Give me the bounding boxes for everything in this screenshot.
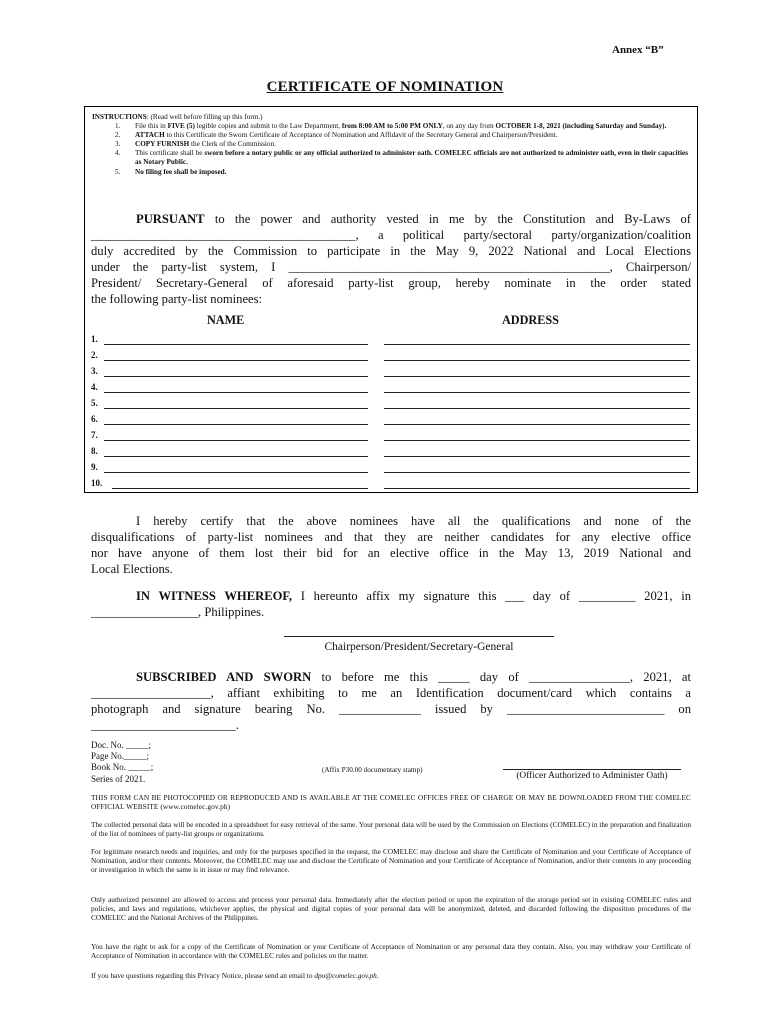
privacy-paragraph: For legitimate research needs and inquiries, and only for the purposes specified in the request, the COMELEC may disclose and share the Certificate of Nomination and your Certificate of Acceptance of Nomination, and/or their contents. Moreover, the COMELEC may use and disclose the Certificate of Nomination and your Certificate of Acceptance of Nomination, and/or their contents in any proceeding or investigation in which the same is in issue or may find relevance.: [91, 847, 691, 875]
officer-label: (Officer Authorized to Administer Oath): [516, 771, 668, 781]
certify-line-3: nor have anyone of them lost their bid for an elective office in the May 13, 2019 National and: [91, 546, 691, 560]
pursuant-line-2: __________________________________________, a political party/sectoral party/organization/coalition: [91, 228, 691, 242]
nominee-name-field[interactable]: [104, 472, 368, 473]
nominee-name-field[interactable]: [104, 440, 368, 441]
name-column-header: NAME: [207, 313, 245, 327]
nominee-address-field[interactable]: [384, 344, 690, 345]
nominee-number: 10.: [91, 478, 103, 488]
nominee-address-field[interactable]: [384, 440, 690, 441]
nominee-address-field[interactable]: [384, 472, 690, 473]
nominee-address-field[interactable]: [384, 392, 690, 393]
reproduction-notice: THIS FORM CAN BE PHOTOCOPIED OR REPRODUCED AND IS AVAILABLE AT THE COMELEC OFFICES FREE OF CHARGE OR MAY BE DOWNLOADED FROM THE COMELEC OFFICIAL WEBSITE (www.comelec.gov.ph): [91, 793, 691, 812]
witness-line-2: _________________, Philippines.: [91, 605, 265, 619]
signature-line: [284, 636, 554, 637]
privacy-paragraph: Only authorized personnel are allowed to access and process your personal data. Immediately after the election period or upon the expiration of the storage period set in existing COMELEC rules and policies, and laws and regulations, whichever applies, the physical and digital copies of your personal data will be anonymized, deleted, and discarded following the disposition procedures of the COMELEC and the National Archives of the Philippines.: [91, 895, 691, 923]
nominee-name-field[interactable]: [104, 376, 368, 377]
nominee-number: 8.: [91, 446, 98, 456]
witness-line-1: IN WITNESS WHEREOF, I hereunto affix my signature this ___ day of _________ 2021, in: [136, 589, 692, 603]
stamp-note: (Affix P30.00 documentary stamp): [322, 766, 423, 774]
certify-line-1: I hereby certify that the above nominees have all the qualifications and none of the: [136, 514, 691, 528]
instruction-item: 2. ATTACH to this Certificate the Sworn Certificate of Acceptance of Nomination and Affidavit of the Secretary General and Chairperson/President.: [115, 131, 558, 140]
nominee-name-field[interactable]: [104, 424, 368, 425]
privacy-paragraph: The collected personal data will be encoded in a spreadsheet for easy retrieval of the same. Your personal data will be used by the Commission on Elections (COMELEC) in the preparation and finalization of the list of nominees of party-list groups or organizations.: [91, 820, 691, 839]
instructions-heading: INSTRUCTIONS: (Read well before filling up this form.): [92, 113, 263, 121]
nominee-name-field[interactable]: [104, 408, 368, 409]
nominee-address-field[interactable]: [384, 424, 690, 425]
nominee-address-field[interactable]: [384, 360, 690, 361]
pursuant-line-3: duly accredited by the Commission to participate in the May 9, 2022 National and Local Elections: [91, 244, 691, 258]
instruction-item: 3. COPY FURNISH the Clerk of the Commission.: [115, 140, 276, 149]
certify-line-2: disqualifications of party-list nominees and that they are neither candidates for any elective office: [91, 530, 691, 544]
nominee-name-field[interactable]: [104, 360, 368, 361]
nominee-number: 9.: [91, 462, 98, 472]
officer-signature-line: [503, 769, 681, 770]
privacy-paragraph: You have the right to ask for a copy of the Certificate of Nomination or your Certificate of Acceptance of Nomination or any personal data they contain. Also, you may withdraw your Certificate of Acceptance of Nomination in accordance with the COMELEC rules and policies on the matter.: [91, 942, 691, 961]
nominee-number: 4.: [91, 382, 98, 392]
instruction-item: 4. This certificate shall be sworn before a notary public or any official authorized to administer oath. COMELEC officials are not authorized to administer oath, even in their capacities as Notary Public.: [115, 149, 688, 167]
page-number: Page No._____;: [91, 751, 149, 762]
series-year: Series of 2021.: [91, 773, 146, 784]
nominee-number: 2.: [91, 350, 98, 360]
doc-number: Doc. No. _____;: [91, 740, 151, 750]
nominee-address-field[interactable]: [384, 488, 690, 489]
instruction-item: 5. No filing fee shall be imposed.: [115, 167, 227, 176]
nominee-address-field[interactable]: [384, 376, 690, 377]
nominee-number: 5.: [91, 398, 98, 408]
pursuant-line-4: under the party-list system, I ___________________________________________________, Chairperson/: [91, 260, 691, 274]
nominee-address-field[interactable]: [384, 456, 690, 457]
contact-email[interactable]: dpo@comelec.gov.ph: [314, 971, 377, 980]
signatory-label: Chairperson/President/Secretary-General: [324, 641, 514, 653]
instructions: [92, 113, 688, 177]
book-number: Book No. _____;: [91, 762, 154, 773]
nominee-number: 3.: [91, 366, 98, 376]
pursuant-line-5: President/ Secretary-General of aforesaid party-list group, hereby nominate in the order stated: [91, 276, 691, 290]
notary-register: [91, 740, 153, 785]
pursuant-line-6: the following party-list nominees:: [91, 292, 263, 306]
nominee-number: 1.: [91, 334, 98, 344]
instruction-item: 1. File this in FIVE (5) legible copies and submit to the Law Department, from 8:00 AM to 5:00 PM ONLY, on any day from OCTOBER 1-8, 2021 (including Saturday and Sunday).: [115, 122, 667, 131]
nominee-number: 6.: [91, 414, 98, 424]
annex-label: Annex “B”: [612, 44, 664, 56]
page-title: CERTIFICATE OF NOMINATION: [266, 79, 504, 95]
sworn-line-3: photograph and signature bearing No. _____________ issued by _________________________ on: [91, 702, 691, 716]
nominee-number: 7.: [91, 430, 98, 440]
nominee-name-field[interactable]: [104, 392, 368, 393]
sworn-line-4: _______________________.: [91, 718, 239, 732]
nominee-name-field[interactable]: [104, 344, 368, 345]
nominee-name-field[interactable]: [104, 456, 368, 457]
address-column-header: ADDRESS: [502, 313, 559, 327]
certify-line-4: Local Elections.: [91, 562, 173, 576]
privacy-contact: If you have questions regarding this Privacy Notice, please send an email to dpo@comelec.gov.ph.: [91, 971, 379, 980]
nominee-name-field[interactable]: [112, 488, 368, 489]
sworn-line-1: SUBSCRIBED AND SWORN to before me this _____ day of ________________, 2021, at: [136, 670, 691, 684]
nominee-address-field[interactable]: [384, 408, 690, 409]
pursuant-line-1: PURSUANT to the power and authority vested in me by the Constitution and By-Laws of: [136, 212, 691, 226]
sworn-line-2: ___________________, affiant exhibiting to me an Identification document/card which contains a: [91, 686, 691, 700]
